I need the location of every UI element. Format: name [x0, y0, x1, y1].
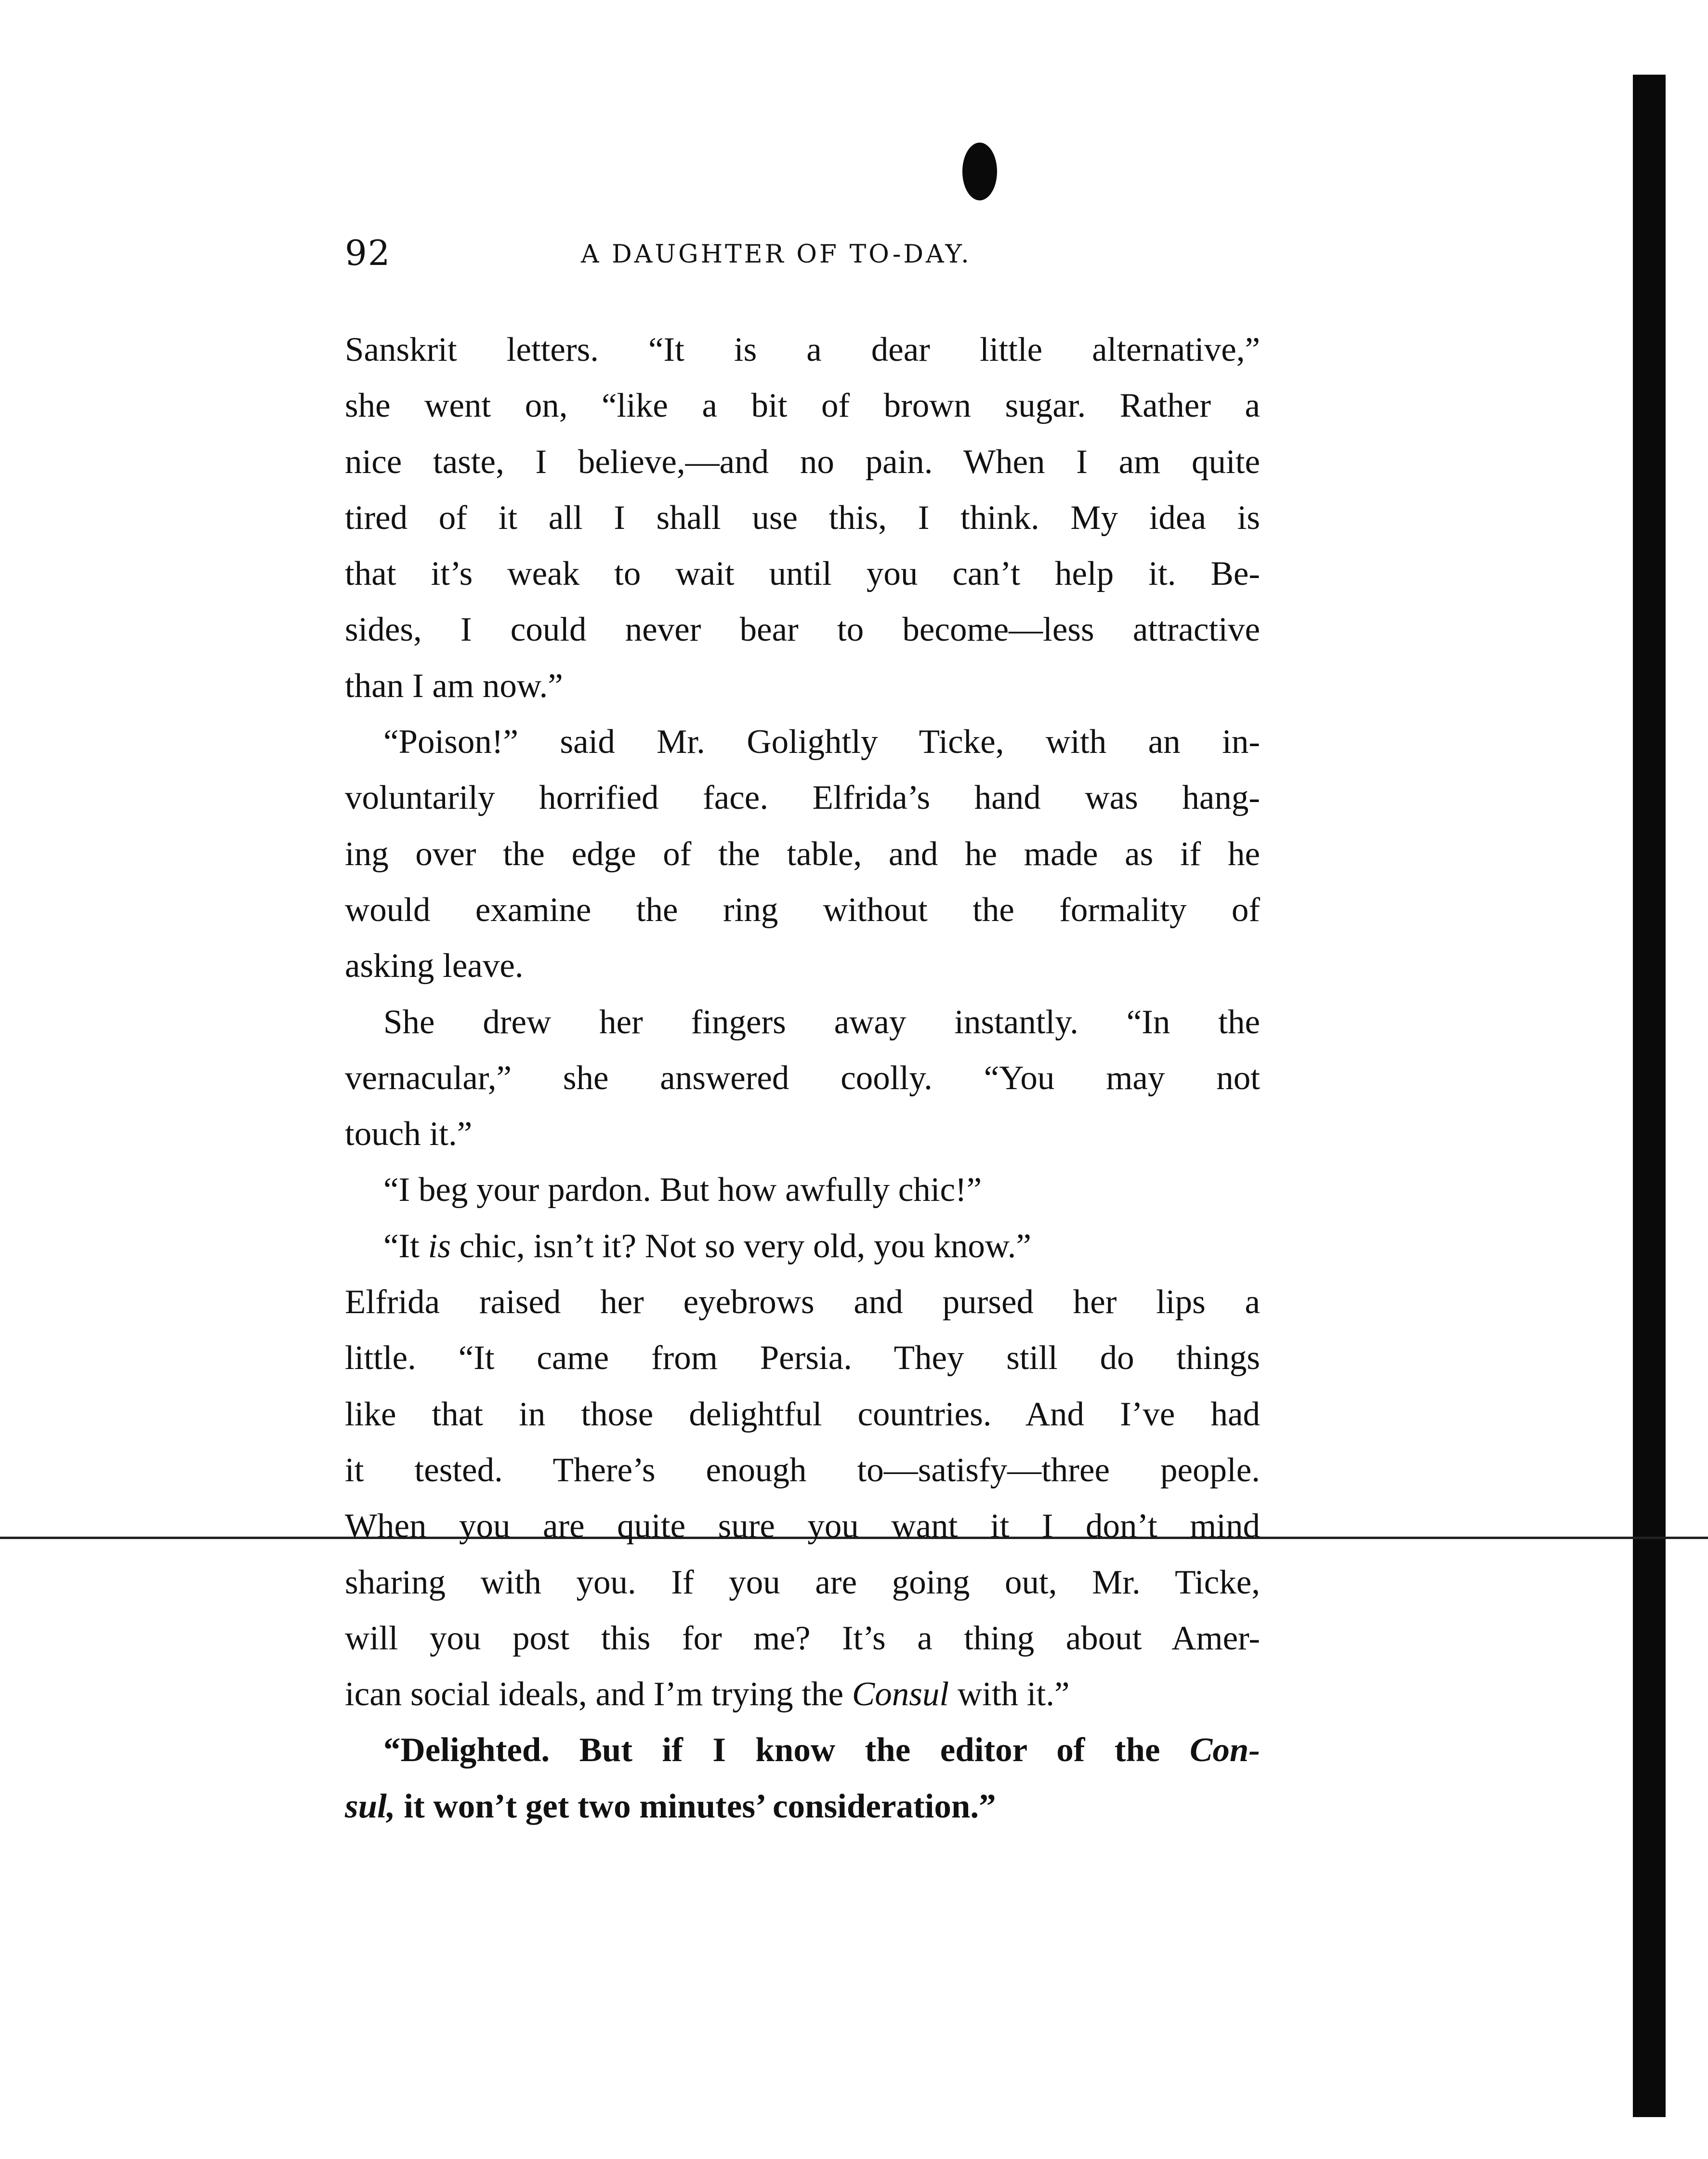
page-header	[345, 226, 1260, 279]
emphasis: sul,	[345, 1787, 395, 1825]
text-line: When you are quite sure you want it I don’t mind	[345, 1507, 1260, 1545]
text-line: “I beg your pardon. But how awfully chic!”	[383, 1171, 982, 1209]
page-number: 92	[345, 233, 391, 273]
text-line	[345, 1666, 1260, 1722]
ink-blot	[962, 143, 997, 200]
text-line: She drew her fingers away instantly. “In the	[383, 1003, 1260, 1041]
text-line: vernacular,” she answered coolly. “You may not	[345, 1059, 1260, 1097]
text-line: sharing with you. If you are going out, Mr. Ticke,	[345, 1563, 1260, 1601]
text-line: tired of it all I shall use this, I think. My idea is	[345, 499, 1260, 537]
body-text	[345, 322, 1260, 1834]
text-line: like that in those delightful countries. And I’ve had	[345, 1395, 1260, 1433]
emphasis: is	[428, 1227, 451, 1265]
text-line	[345, 1218, 1260, 1274]
text-line: touch it.”	[345, 1115, 473, 1153]
emphasis: Consul	[852, 1675, 949, 1713]
text-line: “Poison!” said Mr. Golightly Ticke, with an in-	[383, 723, 1260, 761]
text-line: asking leave.	[345, 947, 524, 985]
text-run: with it.”	[949, 1675, 1070, 1713]
text-line: will you post this for me? It’s a thing about Amer-	[345, 1619, 1260, 1657]
text-run: chic, isn’t it? Not so very old, you know.”	[451, 1227, 1031, 1265]
text-line: Elfrida raised her eyebrows and pursed her lips a	[345, 1283, 1260, 1321]
text-line: nice taste, I believe,—and no pain. When I am quite	[345, 443, 1260, 481]
text-run: “Delighted. But if I know the editor of the	[383, 1731, 1190, 1769]
text-line: that it’s weak to wait until you can’t help it. Be-	[345, 555, 1260, 593]
text-line: ing over the edge of the table, and he made as if he	[345, 835, 1260, 873]
text-line: she went on, “like a bit of brown sugar. Rather a	[345, 387, 1260, 425]
text-run: it won’t get two minutes’ consideration.”	[395, 1787, 996, 1825]
emphasis: Con-	[1190, 1731, 1260, 1769]
text-line: little. “It came from Persia. They still do things	[345, 1339, 1260, 1377]
text-line	[345, 1778, 1260, 1834]
text-line: than I am now.”	[345, 667, 563, 705]
text-line: Sanskrit letters. “It is a dear little alternative,”	[345, 331, 1260, 369]
text-line: would examine the ring without the formality of	[345, 891, 1260, 929]
text-line: voluntarily horrified face. Elfrida’s hand was hang-	[345, 779, 1260, 817]
text-line	[345, 1722, 1260, 1778]
text-run: “It	[383, 1227, 428, 1265]
text-line: sides, I could never bear to become—less attractive	[345, 611, 1260, 649]
text-line: it tested. There’s enough to—satisfy—three people.	[345, 1451, 1260, 1489]
running-head: A DAUGHTER OF TO-DAY.	[581, 240, 972, 269]
scan-edge-shadow	[1633, 75, 1666, 2117]
text-run: ican social ideals, and I’m trying the	[345, 1675, 852, 1713]
